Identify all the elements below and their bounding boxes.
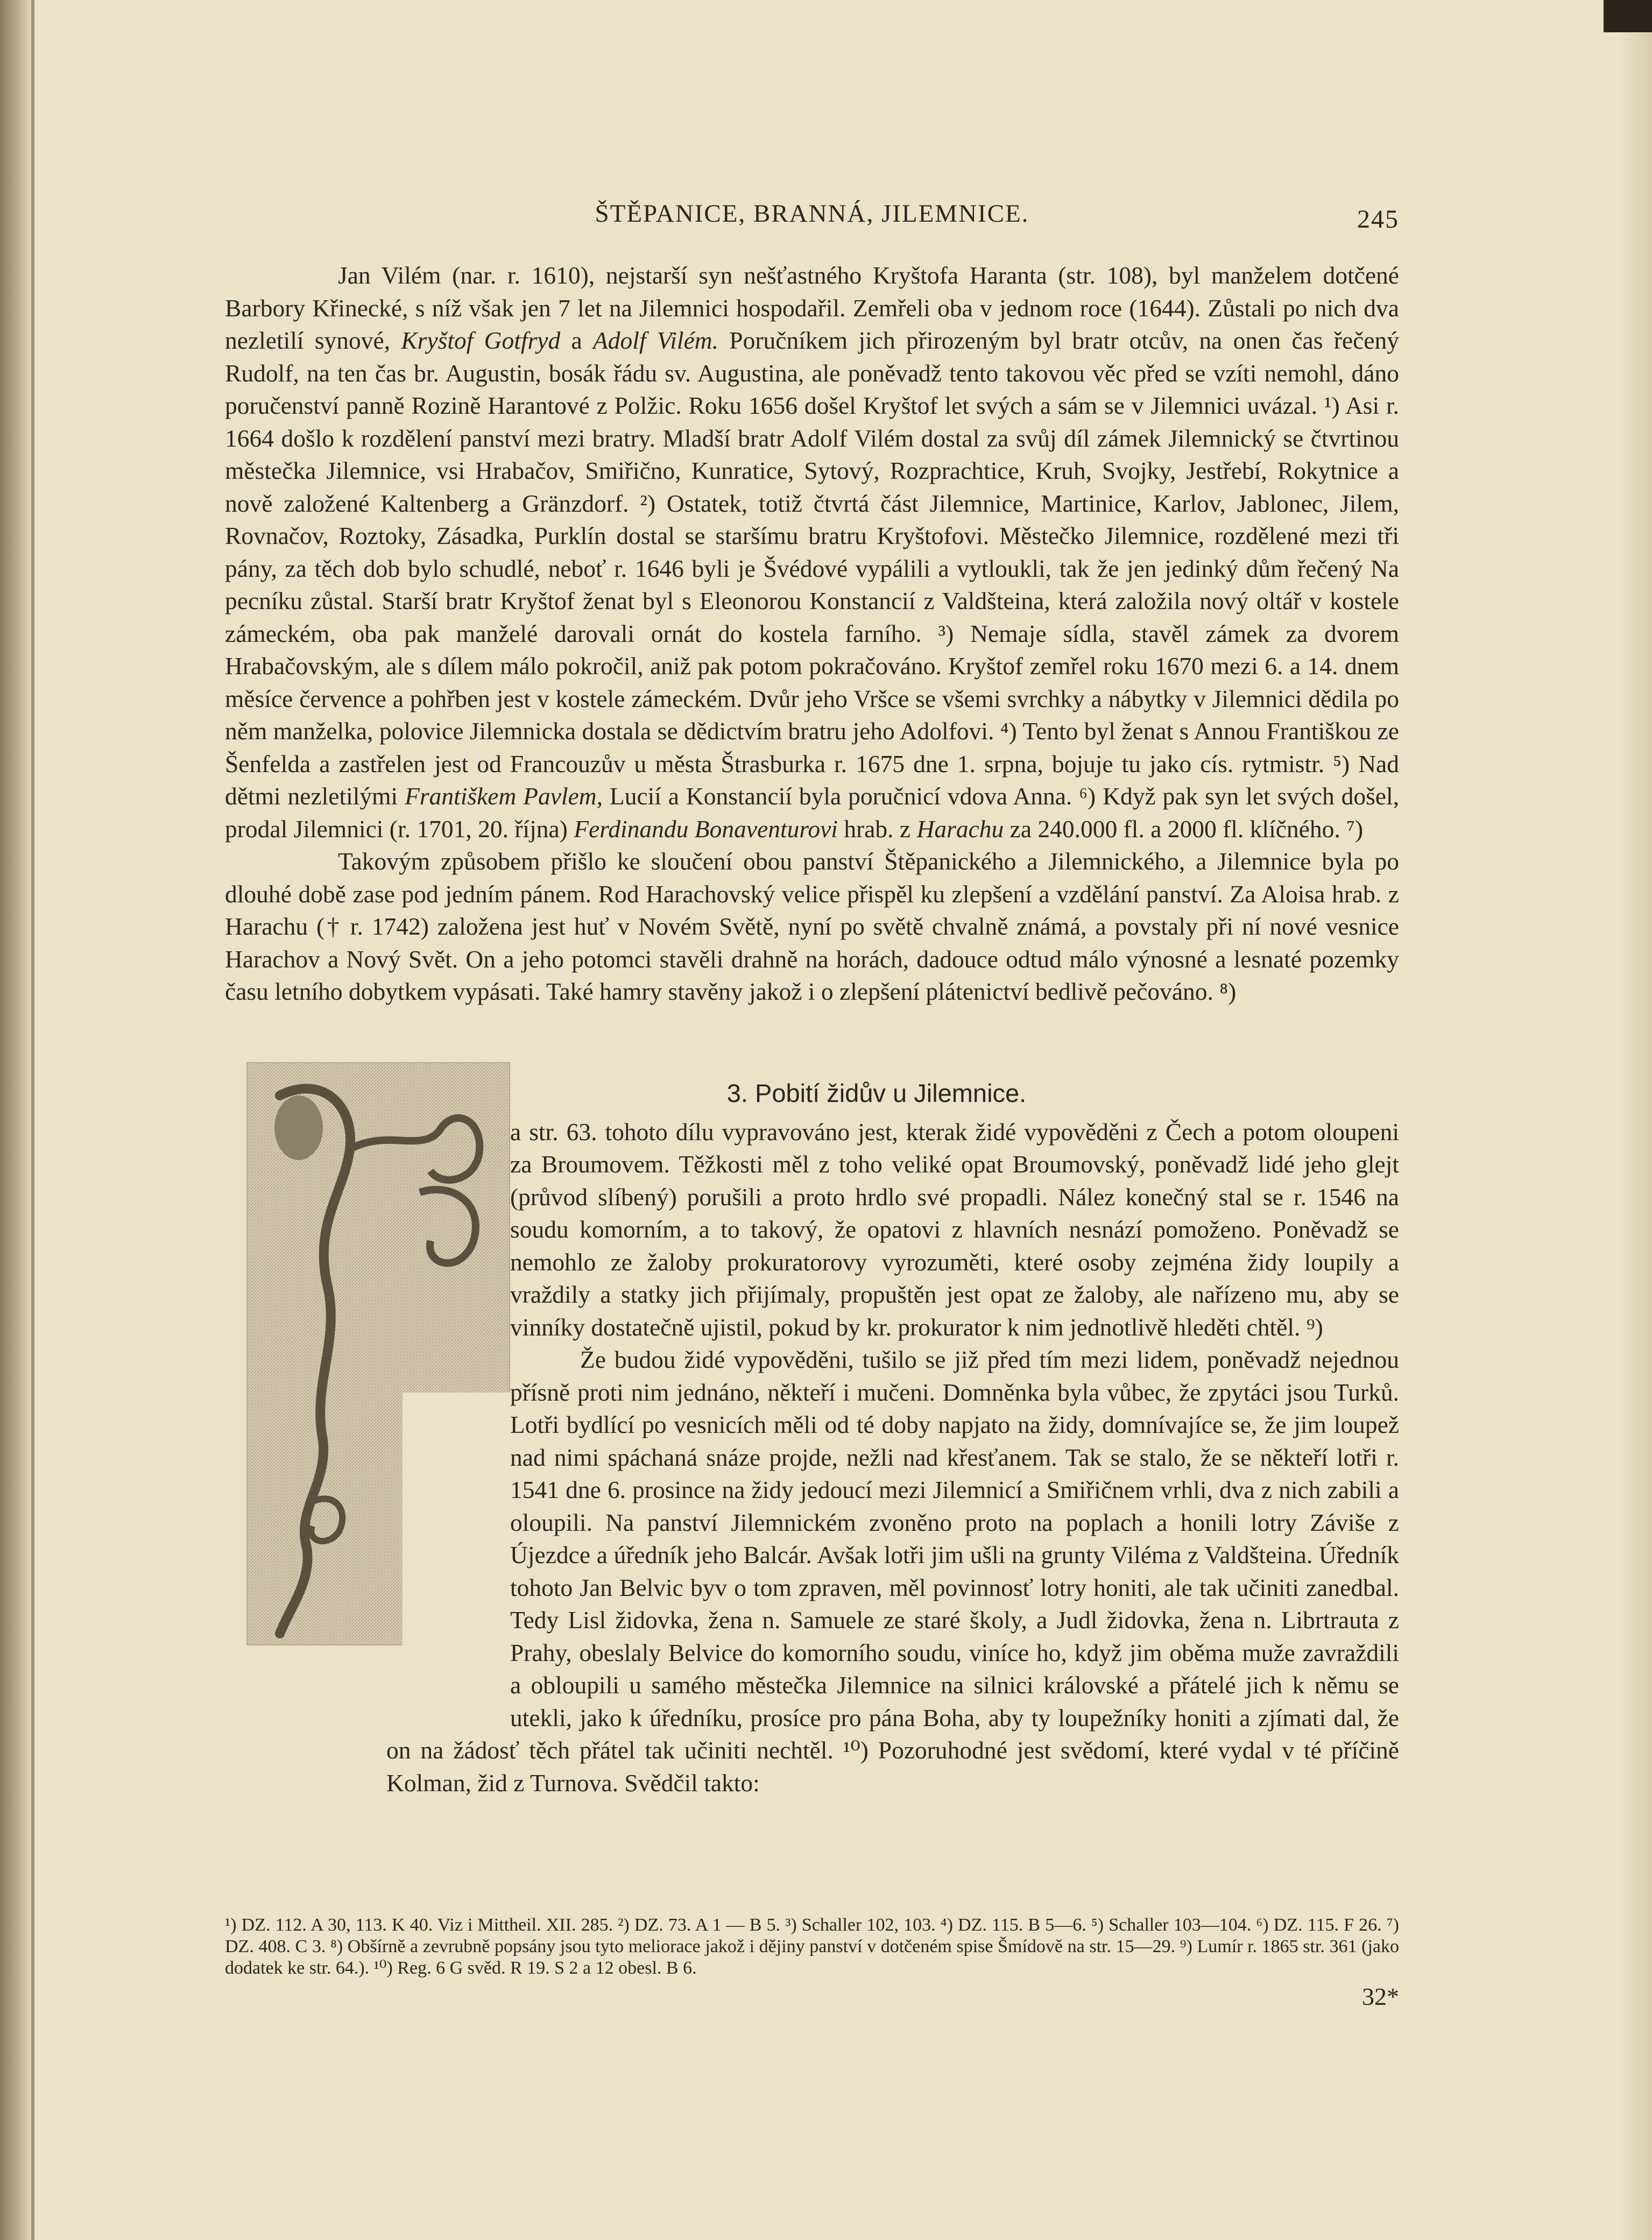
book-gutter [0,0,32,2240]
italic-name: Ferdinandu Bonaventurovi [574,815,838,843]
running-header [225,194,1399,237]
gutter-line [31,0,34,2240]
text-run: za 240.000 fl. a 2000 fl. klíčného. ⁷) [1004,815,1364,843]
signature-mark: 32* [1362,1983,1399,2010]
text-run: Lucií a Konstancií byla poručnicí vdova Anna. ⁶) Když pak syn let svých došel, prodal Jilemnici (r. 1701, 20. října) [225,782,1400,843]
footnotes: ¹) DZ. 112. A 30, 113. K 40. Viz i Mittheil. XII. 285. ²) DZ. 73. A 1 — B 5. ³) Schaller 102, 103. ⁴) DZ. 115. B 5—6. ⁵) Schaller 103—104. ⁶) DZ. 115. F 26. ⁷) DZ. 408. C 3. ⁸) Obšírně a zevrubně popsány jsou tyto meliorace jakož i dějiny panství v dotčeném spise Šmídově na str. 15—29. ⁹) Lumír r. 1865 str. 361 (jako dodatek ke str. 64.). ¹⁰) Reg. 6 G svěd. R 19. S 2 a 12 obesl. B 6. [225,1915,1399,1978]
initial-float [225,1116,510,2187]
section-paragraph-2: Že budou židé vypověděni, tušilo se již před tím mezi lidem, poněvadž nejednou přísně proti nim jednáno, někteří i mučeni. Domněnka byla vůbec, že zpytáci jsou Turků. Lotři bydlící po vesnicích měli od té doby napjato na židy, domnívajíce se, že jim loupež nad nimi spáchaná snáze projde, nežli nad křesťanem. Tak se stalo, že se někteří lotři r. 1541 dne 6. prosince na židy jedoucí mezi Jilemnicí a Smiřičnem vrhli, dva z nich zabili a oloupili. Na panství Jilemnickém zvoněno proto na poplach a honili lotry Záviše z Újezdce a úředník jeho Balcár. Avšak lotři jim ušli na grunty Viléma z Valdšteina. Úředník tohoto Jan Belvic byv o tom zpraven, měl povinnosť lotry honiti, ale tak učiniti zanedbal. Tedy Lisl židovka, žena n. Samuele ze staré školy, a Judl židovka, žena n. Librtrauta z Prahy, obeslaly Belvice do komorního soudu, viníce ho, když jim oběma muže zavraždili a obloupili u samého městečka Jilemnice na silnici královské a přátelé jich k němu se utekli, jako k úředníku, prosíce pro pána Boha, aby ty loupežníky honiti a zjímati dal, že on na žádosť těch přátel tak učiniti nechtěl. ¹⁰) Pozoruhodné jest svědomí, které vydal v té příčině Kolman, žid z Turnova. Svědčil takto: [386,1346,1399,1797]
italic-name: Františkem Pavlem, [405,782,603,810]
paragraph-2 [225,845,1399,1008]
running-title: ŠTĚPANICE, BRANNÁ, JILEMNICE. [595,200,1029,228]
text-run: Jan Vilém (nar. r. 1610), nejstarší syn nešťastného Kryštofa Haranta (str. 108), byl manželem dotčené Barbory Křinecké, s níž však jen 7 let na Jilemnici hospodařil. Zemřeli oba v jednom roce (1644). Zůstali po nich dva nezletilí synové, [225,262,1399,354]
italic-name: Harachu [916,815,1004,843]
italic-name: Kryštof Gotfryd [401,327,561,354]
scan-corner [1604,0,1652,32]
text-run: Poručníkem jich přirozeným byl bratr otcův, na onen čas řečený Rudolf, na ten čas br. Augustin, bosák řádu sv. Augustina, ale poněvadž tento takovou věc před se vzíti nemohl, dáno poručenství panně Rozině Harantové z Polžic. Roku 1656 došel Kryštof let svých a sám se v Jilemnici uvázal. ¹) Asi r. 1664 došlo k rozdělení panství mezi bratry. Mladší bratr Adolf Vilém dostal za svůj díl zámek Jilemnický se čtvrtinou městečka Jilemnice, vsi Hrabačov, Smiřično, Kunratice, Sytový, Rozprachtice, Kruh, Svojky, Jestřebí, Rokytnice a nově založené Kaltenberg a Gränzdorf. ²) Ostatek, totiž čtvrtá část Jilemnice, Martinice, Karlov, Jablonec, Jilem, Rovnačov, Roztoky, Zásadka, Purklín dostal se staršímu bratru Kryštofovi. Městečko Jilemnice, rozdělené mezi tři pány, za těch dob bylo schudlé, neboť r. 1646 byli je Švédové vypálili a vytloukli, tak že jen jedinký dům řečený Na pecníku zůstal. Starší bratr Kryštof ženat byl s Eleonorou Konstancií z Valdšteina, která založila nový oltář v kostele zámeckém, oba pak manželé darovali ornát do kostela farního. ³) Nemaje sídla, stavěl zámek za dvorem Hrabačovským, ale s dílem málo pokročil, aniž pak potom pokračováno. Kryštof zemřel roku 1670 mezi 6. a 14. dnem měsíce července a pohřben jest v kostele zámeckém. Dvůr jeho Vršce se všemi svrchky a nábytky v Jilemnici dědila po něm manželka, polovice Jilemnicka dostala se dědictvím bratru jeho Adolfovi. ⁴) Tento byl ženat s Annou Františkou ze Šenfelda a zastřelen jest od Francouzův u města Štrasburka r. 1675 dne 1. srpna, bojuje tu jako cís. rytmistr. ⁵) Nad dětmi nezletilými [225,327,1399,810]
page-edge [1620,0,1652,2240]
text-run: a [560,327,594,354]
section-paragraph-1: a str. 63. tohoto dílu vypravováno jest, kterak židé vypověděni z Čech a potom oloupeni za Broumovem. Těžkosti měl z toho veliké opat Broumovský, poněvadž lidé jeho glejt (průvod slíbený) porušili a proto hrdlo své propadli. Nález konečný stal se r. 1546 na soudu komorním, a to takový, že opatovi z hlavních nesnází pomoženo. Poněvadž se nemohlo ze žaloby prokuratorovy vyrozuměti, které osoby zejména židy loupily a vraždily a statky jich přijímaly, propuštěn jest opat ze žaloby, ale nařízeno mu, aby se vinníky dostatečně ujistil, pokud by kr. prokurator k nim jednotlivě hleděti chtěl. ⁹) [510,1118,1399,1341]
top-text-block [225,259,1399,1008]
section-body [225,1116,1399,2187]
paragraph-1 [225,259,1399,845]
page-number: 245 [1357,205,1399,234]
text-run: hrab. z [837,815,917,843]
page [225,194,1400,1797]
section-heading: 3. Pobití židův u Jilemnice. [726,1078,1027,1107]
italic-name: Adolf Vilém. [593,327,719,354]
text-run: Takovým způsobem přišlo ke sloučení obou panství Štěpanického a Jilemnického, a Jilemnice byla po dlouhé době zase pod jedním pánem. Rod Harachovský velice přispěl ku zlepšení a vzdělání panství. Za Aloisa hrab. z Harachu († r. 1742) založena jest huť v Novém Světě, nyní po světě chvalně známá, a povstaly při ní nové vesnice Harachov a Nový Svět. On a jeho potomci stavěli drahně na horách, dadouce odtud málo výnosné a lesnaté pozemky času letního dobytkem vypásati. Také hamry stavěny jakož i o zlepšení plátenictví bedlivě pečováno. ⁸) [225,847,1399,1005]
section-3 [225,1062,1399,1797]
